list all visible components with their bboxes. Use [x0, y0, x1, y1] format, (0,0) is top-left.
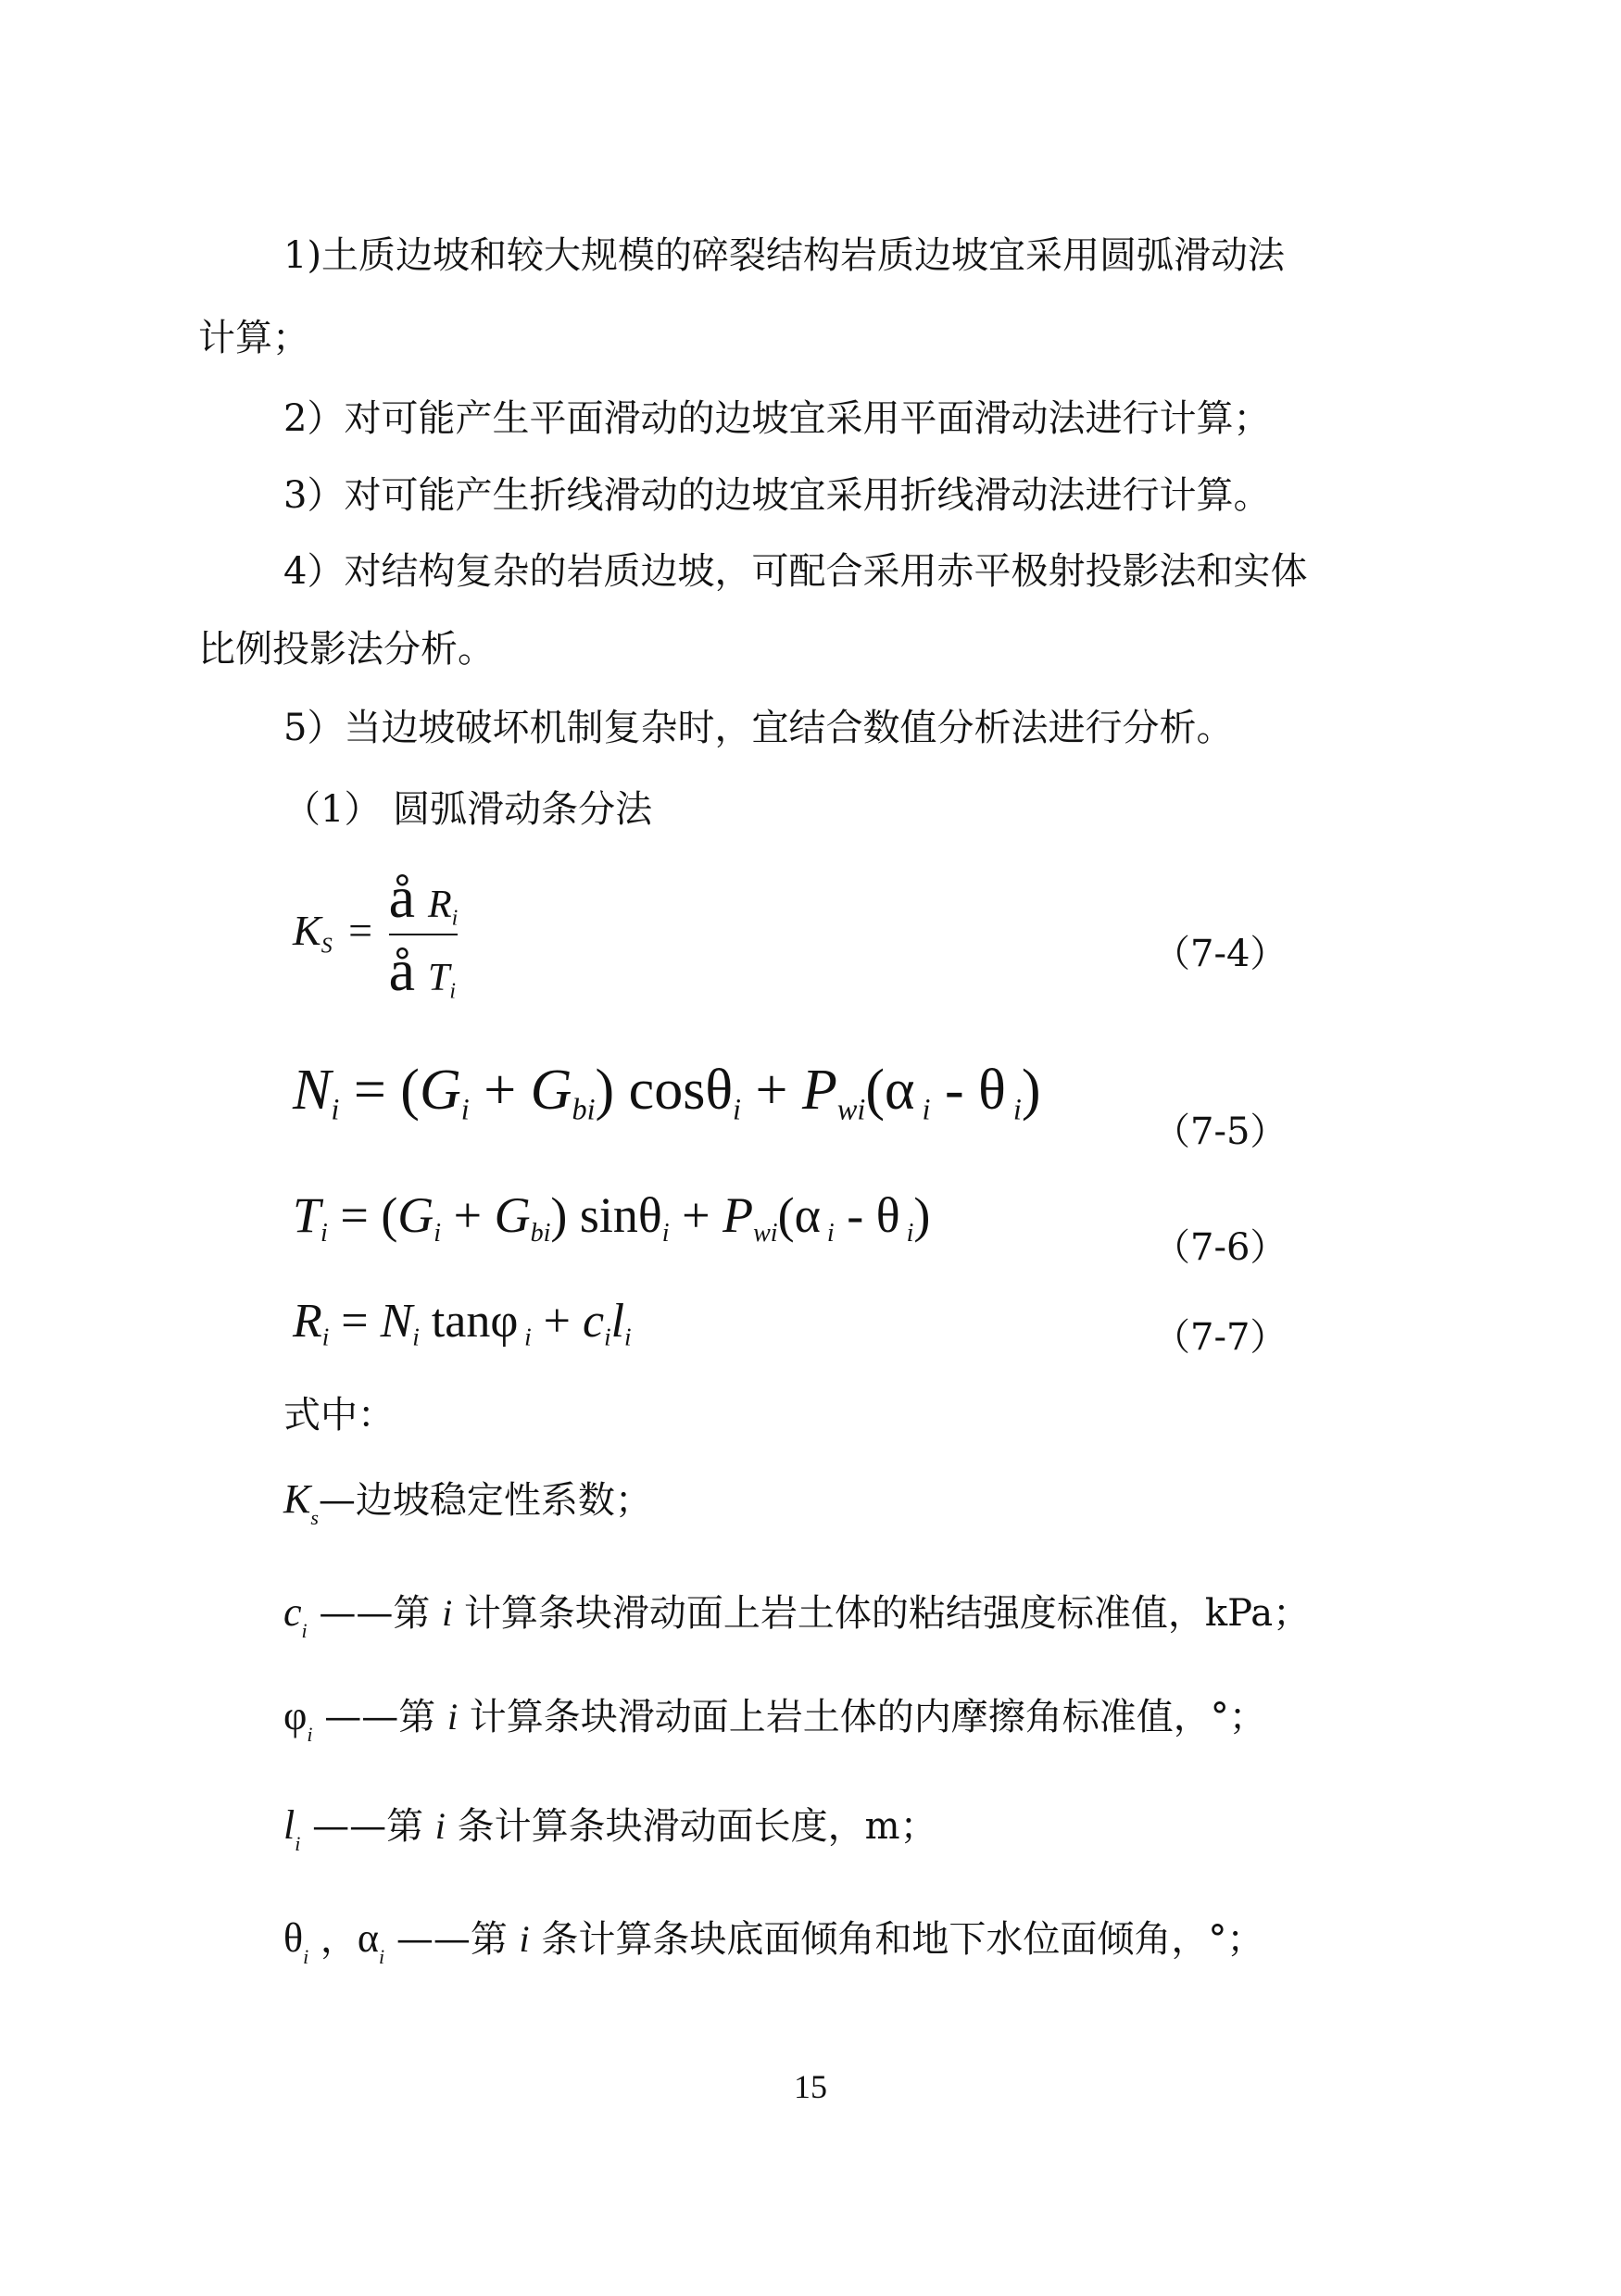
eq75-number: （7-5） — [1153, 1110, 1288, 1153]
eq74-number: （7-4） — [1153, 933, 1288, 975]
eq74-lhs: K — [293, 907, 321, 955]
item-1-line-1: 1)土质边坡和较大规模的碎裂结构岩质边坡宜采用圆弧滑动法 — [283, 234, 1286, 277]
definition-ci: $c_i$ ——第 i 计算条块滑动面上岩土体的粘结强度标准值，kPa； — [283, 1589, 1311, 1643]
definition-ks: $K_s—$边坡稳定性系数； — [283, 1476, 652, 1530]
eq74-equals: = — [348, 907, 373, 955]
where-label: 式中： — [283, 1394, 395, 1437]
page-number: 15 — [794, 2068, 827, 2105]
section-title: （1） 圆弧滑动条分法 — [283, 788, 653, 831]
item-3: 3）对可能产生折线滑动的边坡宜采用折线滑动法进行计算。 — [283, 474, 1271, 517]
definition-theta-alpha: $\theta_i$ ，$\alpha_i$ ——第 i 条计算条块底面倾角和地下水位面倾角，°； — [283, 1915, 1264, 1969]
eq77-number: （7-7） — [1153, 1316, 1288, 1359]
definition-li: $l_i$ ——第 i 条计算条块滑动面长度，m； — [283, 1802, 937, 1856]
item-1-line-2: 计算； — [198, 317, 309, 359]
item-4-line-1: 4）对结构复杂的岩质边坡，可配合采用赤平极射投影法和实体 — [283, 550, 1308, 593]
item-4-line-2: 比例投影法分析。 — [198, 628, 495, 671]
eq74-fraction — [389, 866, 459, 1004]
eq74-lhs-sub: S — [320, 934, 333, 959]
item-2: 2）对可能产生平面滑动的边坡宜采用平面滑动法进行计算； — [283, 397, 1271, 440]
equation-7-7: $R_i = N_i$ tanφ $_i + c_il_i$ — [293, 1295, 632, 1351]
eq74-numerator: å $R_i$ — [388, 864, 459, 931]
eq74-denominator: å $T_i$ — [388, 937, 457, 1004]
equation-7-4 — [293, 866, 458, 1004]
equation-7-5: $N_i = (G_i + G_{bi}) \cos\theta_i + P_{wi}(\alpha$ $_i$ - θ $_i$) — [293, 1059, 1041, 1126]
eq76-number: （7-6） — [1153, 1226, 1288, 1269]
item-5: 5）当边坡破坏机制复杂时，宜结合数值分析法进行分析。 — [283, 707, 1234, 749]
equation-7-6: $T_i = (G_i + G_{bi}) \sin\theta_i + P_{wi}(\alpha$ $_i$ - θ $_i$) — [293, 1187, 931, 1248]
eq74-fraction-bar — [389, 934, 459, 935]
definition-phi: $\varphi_i$ ——第 i 计算条块滑动面上岩土体的内摩擦角标准值，°； — [283, 1693, 1266, 1747]
